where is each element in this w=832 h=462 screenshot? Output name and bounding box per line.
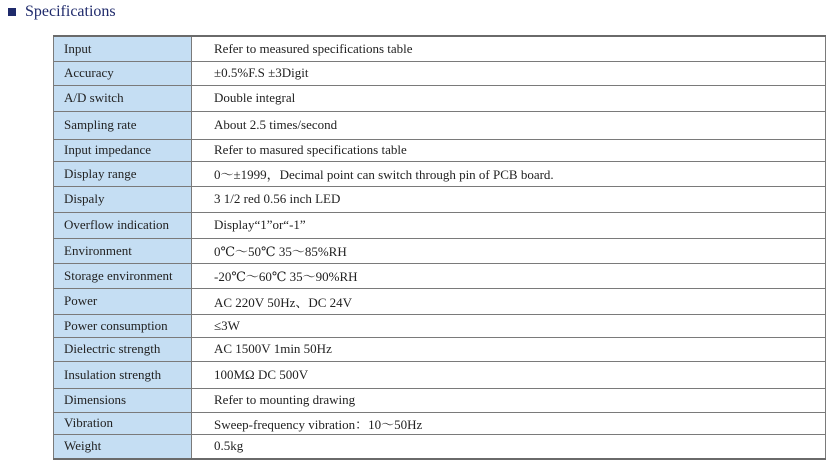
spec-label: Power consumption [54, 314, 192, 337]
spec-label: Power [54, 288, 192, 314]
spec-value: AC 220V 50Hz、DC 24V [192, 288, 826, 314]
spec-value: AC 1500V 1min 50Hz [192, 337, 826, 361]
spec-label: Dielectric strength [54, 337, 192, 361]
spec-value: ≤3W [192, 314, 826, 337]
spec-value: ±0.5%F.S ±3Digit [192, 61, 826, 85]
table-row [54, 412, 826, 434]
spec-label: Environment [54, 238, 192, 263]
table-row [54, 212, 826, 238]
table-row [54, 36, 826, 61]
table-row [54, 288, 826, 314]
spec-label: Accuracy [54, 61, 192, 85]
spec-value: 0.5kg [192, 434, 826, 459]
section-title: Specifications [25, 3, 116, 20]
spec-label: Weight [54, 434, 192, 459]
spec-label: Input impedance [54, 139, 192, 161]
spec-value: 3 1/2 red 0.56 inch LED [192, 186, 826, 212]
spec-label: Display range [54, 161, 192, 186]
table-row [54, 61, 826, 85]
specifications-table [53, 35, 826, 460]
spec-value: Refer to measured specifications table [192, 36, 826, 61]
spec-value: Double integral [192, 85, 826, 111]
table-row [54, 263, 826, 288]
spec-label: Overflow indication [54, 212, 192, 238]
spec-label: A/D switch [54, 85, 192, 111]
spec-label: Vibration [54, 412, 192, 434]
spec-value: Display“1”or“-1” [192, 212, 826, 238]
spec-label: Sampling rate [54, 111, 192, 139]
spec-label: Storage environment [54, 263, 192, 288]
spec-value: 0～±1999，Decimal point can switch through pin of PCB board. [192, 161, 826, 186]
table-row [54, 238, 826, 263]
table-row [54, 337, 826, 361]
spec-value: 0℃～50℃ 35～85%RH [192, 238, 826, 263]
spec-label: Dimensions [54, 388, 192, 412]
table-row [54, 161, 826, 186]
square-bullet-icon [8, 8, 16, 16]
table-row [54, 111, 826, 139]
table-row [54, 434, 826, 459]
table-row [54, 388, 826, 412]
table-row [54, 314, 826, 337]
table-row [54, 139, 826, 161]
spec-value: Refer to masured specifications table [192, 139, 826, 161]
table-row [54, 361, 826, 388]
spec-value: 100MΩ DC 500V [192, 361, 826, 388]
spec-label: Dispaly [54, 186, 192, 212]
spec-value: -20℃～60℃ 35～90%RH [192, 263, 826, 288]
spec-value: Refer to mounting drawing [192, 388, 826, 412]
table-row [54, 186, 826, 212]
spec-label: Input [54, 36, 192, 61]
spec-label: Insulation strength [54, 361, 192, 388]
spec-value: About 2.5 times/second [192, 111, 826, 139]
table-row [54, 85, 826, 111]
section-heading [8, 2, 116, 22]
spec-value: Sweep-frequency vibration：10～50Hz [192, 412, 826, 434]
